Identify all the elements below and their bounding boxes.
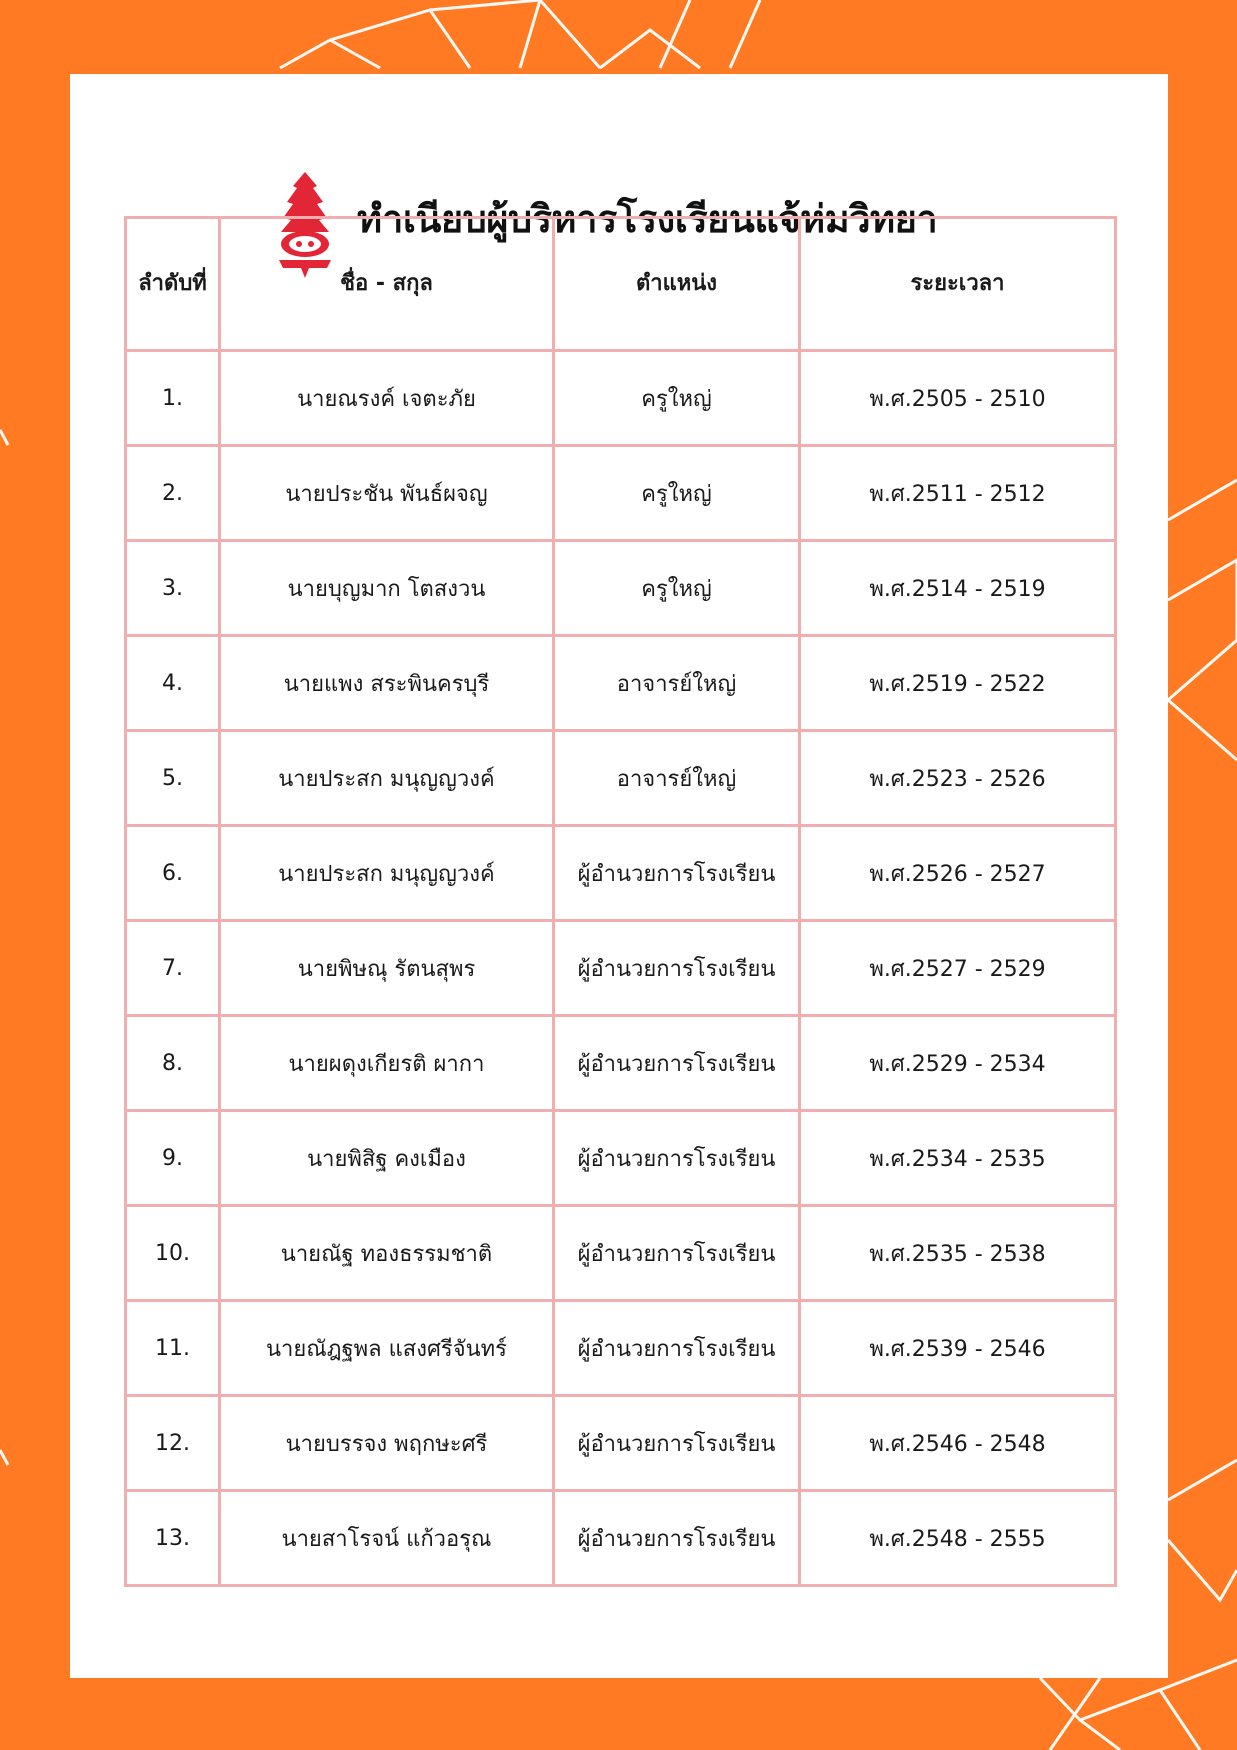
- table-header-row: [126, 218, 1116, 351]
- cell-position: ผู้อำนวยการโรงเรียน: [554, 826, 800, 921]
- cell-number: 10.: [126, 1206, 220, 1301]
- cell-number: 9.: [126, 1111, 220, 1206]
- cell-number: 6.: [126, 826, 220, 921]
- cell-name: นายประสก มนุญญวงค์: [220, 731, 554, 826]
- cell-position: ครูใหญ่: [554, 351, 800, 446]
- column-header-period: ระยะเวลา: [800, 218, 1116, 351]
- cell-period: พ.ศ.2535 - 2538: [800, 1206, 1116, 1301]
- cell-position: ผู้อำนวยการโรงเรียน: [554, 1206, 800, 1301]
- cell-name: นายแพง สระพินครบุรี: [220, 636, 554, 731]
- cell-position: อาจารย์ใหญ่: [554, 731, 800, 826]
- cell-period: พ.ศ.2526 - 2527: [800, 826, 1116, 921]
- cell-position: ผู้อำนวยการโรงเรียน: [554, 921, 800, 1016]
- cell-period: พ.ศ.2534 - 2535: [800, 1111, 1116, 1206]
- cell-period: พ.ศ.2527 - 2529: [800, 921, 1116, 1016]
- cell-number: 13.: [126, 1491, 220, 1586]
- table-row: [126, 541, 1116, 636]
- table-row: [126, 1111, 1116, 1206]
- cell-period: พ.ศ.2529 - 2534: [800, 1016, 1116, 1111]
- cell-name: นายพิสิฐ คงเมือง: [220, 1111, 554, 1206]
- cell-name: นายประสก มนุญญวงค์: [220, 826, 554, 921]
- cell-name: นายผดุงเกียรติ ผากา: [220, 1016, 554, 1111]
- cell-period: พ.ศ.2548 - 2555: [800, 1491, 1116, 1586]
- cell-number: 4.: [126, 636, 220, 731]
- cell-name: นายณรงค์ เจตะภัย: [220, 351, 554, 446]
- table-row: [126, 826, 1116, 921]
- cell-number: 7.: [126, 921, 220, 1016]
- cell-period: พ.ศ.2539 - 2546: [800, 1301, 1116, 1396]
- table-row: [126, 1396, 1116, 1491]
- cell-period: พ.ศ.2523 - 2526: [800, 731, 1116, 826]
- table-row: [126, 1301, 1116, 1396]
- cell-position: ผู้อำนวยการโรงเรียน: [554, 1111, 800, 1206]
- cell-period: พ.ศ.2514 - 2519: [800, 541, 1116, 636]
- cell-position: ผู้อำนวยการโรงเรียน: [554, 1396, 800, 1491]
- administrators-table: [124, 216, 1117, 1587]
- cell-position: ผู้อำนวยการโรงเรียน: [554, 1016, 800, 1111]
- table-row: [126, 446, 1116, 541]
- cell-number: 12.: [126, 1396, 220, 1491]
- table-row: [126, 351, 1116, 446]
- column-header-name: ชื่อ - สกุล: [220, 218, 554, 351]
- table-row: [126, 636, 1116, 731]
- cell-number: 5.: [126, 731, 220, 826]
- table-row: [126, 1491, 1116, 1586]
- column-header-number: ลำดับที่: [126, 218, 220, 351]
- cell-name: นายณัฎฐพล แสงศรีจันทร์: [220, 1301, 554, 1396]
- cell-period: พ.ศ.2546 - 2548: [800, 1396, 1116, 1491]
- cell-period: พ.ศ.2511 - 2512: [800, 446, 1116, 541]
- cell-number: 11.: [126, 1301, 220, 1396]
- cell-number: 3.: [126, 541, 220, 636]
- cell-number: 1.: [126, 351, 220, 446]
- cell-number: 8.: [126, 1016, 220, 1111]
- cell-name: นายบุญมาก โตสงวน: [220, 541, 554, 636]
- table-row: [126, 731, 1116, 826]
- cell-name: นายประชัน พันธ์ผจญ: [220, 446, 554, 541]
- cell-number: 2.: [126, 446, 220, 541]
- cell-position: ครูใหญ่: [554, 446, 800, 541]
- cell-position: ครูใหญ่: [554, 541, 800, 636]
- table-row: [126, 921, 1116, 1016]
- cell-period: พ.ศ.2519 - 2522: [800, 636, 1116, 731]
- cell-position: ผู้อำนวยการโรงเรียน: [554, 1491, 800, 1586]
- column-header-position: ตำแหน่ง: [554, 218, 800, 351]
- cell-name: นายพิษณุ รัตนสุพร: [220, 921, 554, 1016]
- table-row: [126, 1016, 1116, 1111]
- cell-name: นายบรรจง พฤกษะศรี: [220, 1396, 554, 1491]
- cell-name: นายณัฐ ทองธรรมชาติ: [220, 1206, 554, 1301]
- cell-name: นายสาโรจน์ แก้วอรุณ: [220, 1491, 554, 1586]
- page-title: ทำเนียบผู้บริหารโรงเรียนแจ้ห่มวิทยา: [357, 197, 938, 241]
- content-card: [70, 74, 1168, 1678]
- cell-period: พ.ศ.2505 - 2510: [800, 351, 1116, 446]
- cell-position: อาจารย์ใหญ่: [554, 636, 800, 731]
- cell-position: ผู้อำนวยการโรงเรียน: [554, 1301, 800, 1396]
- table-row: [126, 1206, 1116, 1301]
